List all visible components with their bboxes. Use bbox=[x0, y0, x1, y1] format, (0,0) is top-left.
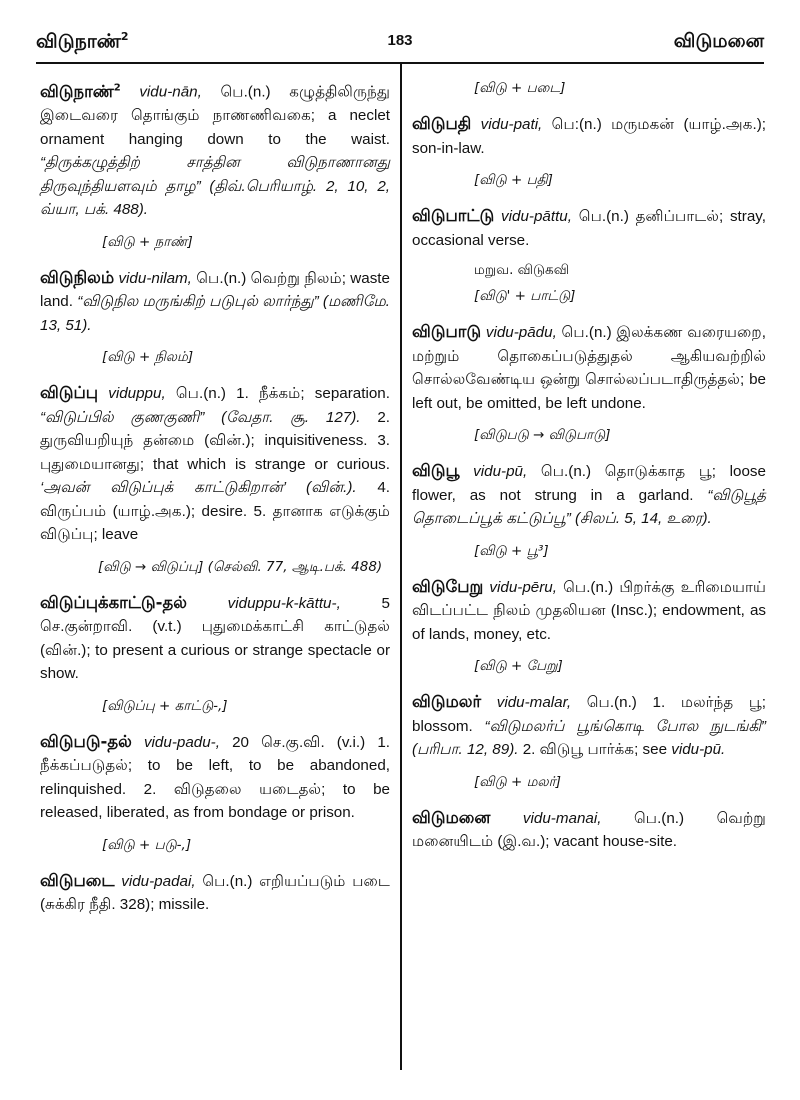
etymology: [விடு + பூ³] bbox=[474, 542, 549, 559]
headword: விடுமனை bbox=[412, 807, 491, 827]
part-of-speech: பெ.(n.) bbox=[633, 809, 685, 827]
etymology: [விடு → விடுப்பு] (செல்வி. 77, ஆடி.பக். 488) bbox=[98, 558, 383, 575]
quotation: ‘அவன் விடுப்புக் காட்டுகிறான்’ (வின்.). bbox=[40, 479, 357, 496]
entry-vidupadu bbox=[40, 730, 390, 825]
running-head-left-sup: 2 bbox=[120, 30, 129, 43]
definition: பிறர்க்கு உரிமையாய் விடப்பட்ட நிலம் முதலியன (Insc.); endowment, as of lands, money, etc. bbox=[412, 578, 766, 643]
definition: 20 செ.கு.வி. (v.i.) 1. நீக்கப்படுதல்; to be left, to be abandoned, relinquished. 2. விடுதலை யடைதல்; to be released, liberated, as from bondage or prison. bbox=[40, 733, 390, 821]
part-of-speech: பெ.(n.) bbox=[563, 578, 614, 596]
headword: விடுபாட்டு bbox=[412, 206, 495, 225]
part-of-speech: பெ.(n.) bbox=[578, 208, 629, 225]
quotation: “விடுப்பில் குணகுணி” (வேதா. சூ. 127). bbox=[40, 408, 361, 426]
definition: தனிப்பாடல்; stray, occasional verse. bbox=[412, 208, 766, 249]
headword: விடுபடை bbox=[40, 870, 115, 890]
headword: விடுநிலம் bbox=[40, 267, 115, 287]
definition: 4. விருப்பம் (யாழ்.அக.); desire. 5. தானாக எடுக்கும் விடுப்பு; leave bbox=[40, 479, 390, 543]
part-of-speech: பெ.(n.) bbox=[202, 872, 253, 890]
part-of-speech: பெ.(n.) bbox=[220, 83, 271, 101]
transliteration: viduppu, bbox=[108, 385, 166, 402]
headword: விடுபூ bbox=[412, 461, 460, 480]
transliteration: vidu-manai, bbox=[522, 809, 602, 827]
definition: எறியப்படும் படை (சுக்கிர நீதி. 328); missile. bbox=[40, 872, 390, 913]
quotation: “விடுபூத் தொடைப்பூக் கட்டுப்பூ” (சிலப். 5, 14, உரை). bbox=[412, 486, 766, 527]
entry-vidupadai bbox=[40, 869, 390, 917]
transliteration: vidu-padai, bbox=[121, 872, 196, 890]
left-column bbox=[40, 76, 390, 927]
transliteration: vidu-pati, bbox=[480, 116, 543, 133]
etymology: [விடு + நிலம்] bbox=[102, 349, 194, 365]
etymology: [விடு + நாண்] bbox=[102, 233, 193, 250]
transliteration: vidu-padu-, bbox=[143, 733, 220, 751]
transliteration: vidu-pādu, bbox=[485, 324, 557, 341]
headword: விடுநாண்$^2$ bbox=[40, 81, 121, 101]
headword: விடுபேறு bbox=[412, 576, 484, 596]
running-head-right: விடுமனை bbox=[673, 30, 764, 52]
definition: 1. நீக்கம்; separation. bbox=[236, 385, 390, 402]
part-of-speech: பெ.(n.) bbox=[586, 694, 637, 711]
etymology: [விடுப்பு + காட்டு-,] bbox=[102, 697, 228, 714]
etymology: [விடு + படை] bbox=[474, 80, 566, 96]
headword: விடுபாடு bbox=[412, 322, 482, 341]
entry-vidupattu bbox=[412, 204, 766, 252]
transliteration: vidu-pāttu, bbox=[501, 208, 572, 225]
headword: விடுப்பு bbox=[40, 383, 99, 402]
headword: விடுப்புக்காட்டு-தல் bbox=[40, 592, 187, 612]
part-of-speech: பெ.(n.) bbox=[175, 385, 226, 402]
etymology: [விடு + பதி] bbox=[474, 172, 553, 188]
entry-vidupati bbox=[412, 112, 766, 160]
synonym-note: மறுவ. விடுகவி bbox=[474, 262, 570, 278]
definition: கழுத்திலிருந்து இடைவரை தொங்கும் நாணணிவகை; a neclet ornament hanging down to the waist. bbox=[40, 83, 390, 148]
entry-vidupēru bbox=[412, 575, 766, 647]
entry-vidumalar bbox=[412, 690, 766, 762]
part-of-speech: பெ:(n.) bbox=[551, 116, 602, 133]
page-number: 183 bbox=[387, 32, 413, 49]
right-column bbox=[412, 76, 766, 864]
definition: தொடுக்காத பூ; loose flower, as not strung in a garland. bbox=[412, 463, 766, 504]
definition: இலக்கண வரையறை, மற்றும் தொகைப்படுத்துதல் ஆகியவற்றில் சொல்லவேண்டிய ஒன்று சொல்லப்படாதிருத்தல்; be left out, be omitted, be left undone. bbox=[412, 324, 766, 412]
quotation: “விடுமலர்ப் பூங்கொடி போல நுடங்கி” (பரிபா. 12, 89). bbox=[412, 717, 766, 758]
definition: வெற்று நிலம்; waste land. bbox=[40, 269, 390, 310]
entry-vidupu bbox=[412, 459, 766, 531]
entry-vidupadu-noun bbox=[412, 320, 766, 415]
transliteration: vidu-pū, bbox=[473, 463, 528, 480]
etymology: [விடு + பேறு] bbox=[474, 658, 563, 674]
cross-reference: vidu-pū. bbox=[671, 741, 726, 758]
etymology: [விடுபடு → விடுபாடு] bbox=[474, 427, 611, 443]
quotation: “விடுநில மருங்கிற் படுபுல் லார்ந்து” (மணிமே. 13, 51). bbox=[40, 293, 390, 334]
definition: 1. மலர்ந்த பூ; blossom. bbox=[412, 694, 766, 735]
part-of-speech: பெ.(n.) bbox=[561, 324, 612, 341]
entry-viduppukkattu bbox=[40, 591, 390, 686]
column-divider bbox=[400, 64, 402, 1070]
running-head-left-word: விடுநாண் bbox=[36, 30, 121, 53]
entry-vidunilam bbox=[40, 266, 390, 338]
headword: விடுமலர் bbox=[412, 692, 482, 711]
part-of-speech: பெ.(n.) bbox=[196, 269, 247, 287]
entry-vidunan bbox=[40, 76, 390, 222]
definition: மருமகன் (யாழ்.அக.); son-in-law. bbox=[412, 116, 766, 157]
headword: விடுபதி bbox=[412, 114, 472, 133]
definition: வெற்று மனையிடம் (இ.வ.); vacant house-site. bbox=[412, 809, 766, 850]
entry-vidumanai bbox=[412, 806, 766, 854]
transliteration: vidu-malar, bbox=[496, 694, 572, 711]
quotation: “திருக்கழுத்திற் சாத்தின விடுநாணானது திருவுந்தியளவும் தாழ” (திவ்.பெரியாழ். 2, 10, 2, வ்யா, பக். 488). bbox=[40, 154, 390, 218]
page-header bbox=[36, 30, 764, 58]
etymology: [விடு' + பாட்டு] bbox=[474, 288, 576, 304]
etymology: [விடு + மலர்] bbox=[474, 773, 561, 790]
definition: 2. துருவியறியுந் தன்மை (வின்.); inquisitiveness. 3. புதுமையானது; that which is strange or curious. bbox=[40, 408, 390, 473]
transliteration: vidu-nilam, bbox=[118, 269, 192, 287]
transliteration: vidu-pēru, bbox=[489, 578, 557, 596]
definition: 5 செ.குன்றாவி. (v.t.) புதுமைக்காட்சி காட்டுதல் (வின்.); to present a curious or strange spectacle or show. bbox=[40, 594, 390, 682]
headword: விடுபடு-தல் bbox=[40, 731, 132, 751]
transliteration: viduppu-k-kāttu-, bbox=[227, 594, 341, 612]
transliteration: vidu-nān, bbox=[139, 83, 202, 101]
entry-viduppu bbox=[40, 381, 390, 547]
part-of-speech: பெ.(n.) bbox=[540, 463, 592, 480]
etymology: [விடு + படு-,] bbox=[102, 836, 192, 853]
definition: 2. விடுபூ பார்க்க; see bbox=[522, 741, 668, 758]
